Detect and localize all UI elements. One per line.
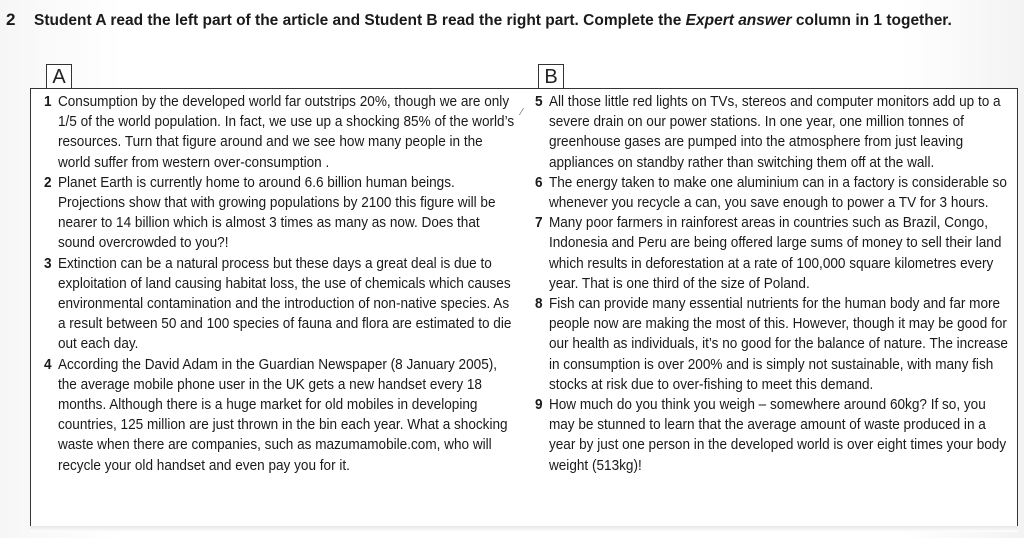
instruction-text xyxy=(34,10,994,31)
item-text: Many poor farmers in rainforest areas in countries such as Brazil, Congo, Indonesia and Peru are being offered large sums of money to sell their land which results in deforestation at a rate of 100,000 square kilometres every year. That is one third of the size of Poland. xyxy=(548,215,1002,292)
instruction-part-1: Student A read the left part of the article and Student B read the right part. Complete the xyxy=(34,12,686,29)
item-text: Planet Earth is currently home to around 6.6 billion human beings. Projections show that with growing populations by 2100 this figure will be nearer to 14 billion which is almost 3 times as many as now. Does that sound overcrowded to you?! xyxy=(57,174,496,252)
item-text: All those little red lights on TVs, stereos and computer monitors add up to a severe drain on our power stations. In one year, one million tonnes of greenhouse gases are pumped into the atmosphere from just leaving appliances on standby rather than switching them off at the wall. xyxy=(548,94,1001,171)
item-number: 5 xyxy=(535,94,543,110)
item-number: 1 xyxy=(44,94,52,110)
article-item-1 xyxy=(44,92,518,173)
article-box-shadow xyxy=(30,526,1018,532)
instruction-part-2: column in 1 together. xyxy=(791,12,952,29)
item-number: 4 xyxy=(44,356,52,373)
item-text: Consumption by the developed world far outstrips 20%, though we are only 1/5 of the world population. In fact, we use up a shocking 85% of the world’s resources. Turn that figure around and we see how many people in the world suffer from western over-consumption . xyxy=(57,94,515,171)
article-item-6 xyxy=(535,173,1009,213)
item-text: Extinction can be a natural process but these days a great deal is due to exploitation of land causing habitat loss, the use of chemicals which causes environmental contamination and the introduction of non-native species. As a result between 50 and 100 species of fauna and flora are estimated to die out each day. xyxy=(57,255,512,353)
pencil-mark-icon: ⁄ xyxy=(521,107,523,118)
instruction-italic: Expert answer xyxy=(685,12,792,29)
article-item-9 xyxy=(535,395,1009,476)
tab-b-label: B xyxy=(538,64,564,89)
tab-a-label: A xyxy=(46,64,72,89)
article-item-4 xyxy=(44,355,518,476)
item-text: Fish can provide many essential nutrients for the human body and far more people now are making the most of this. However, though it may be good for our health as individuals, it’s no good for the balance of nature. The increase in consumption is over 200% and is simply not sustainable, with many fish stocks at risk due to over-fishing to meet this demand. xyxy=(548,296,1008,393)
column-b xyxy=(535,92,1009,476)
item-number: 3 xyxy=(44,255,52,272)
item-text: The energy taken to make one aluminium can in a factory is considerable so whenever you recycle a can, you save enough to power a TV for 3 hours. xyxy=(548,174,1007,212)
item-number: 9 xyxy=(535,397,543,414)
item-number: 2 xyxy=(44,174,52,191)
item-text: How much do you think you weigh – somewhere around 60kg? If so, you may be stunned to learn that the average amount of waste produced in a year by just one person in the developed world is over eight times your body weight (513kg)! xyxy=(548,397,1007,474)
item-number: 8 xyxy=(535,296,543,313)
article-item-8 xyxy=(535,294,1009,395)
article-item-3 xyxy=(44,254,518,355)
item-number: 6 xyxy=(535,174,543,191)
item-text: According the David Adam in the Guardian Newspaper (8 January 2005), the average mobile phone user in the UK gets a new handset every 18 months. Although there is a huge market for old mobiles in developing countries, 125 million are just thrown in the bin each year. What a shocking waste when there are companies, such as mazumamobile.com, who will recycle your old handset and even pay you for it. xyxy=(57,356,508,474)
column-a xyxy=(44,92,518,476)
article-item-5 xyxy=(535,92,1009,173)
article-item-2 xyxy=(44,173,518,254)
question-number: 2 xyxy=(6,10,16,29)
item-number: 7 xyxy=(535,215,543,232)
article-item-7 xyxy=(535,213,1009,294)
